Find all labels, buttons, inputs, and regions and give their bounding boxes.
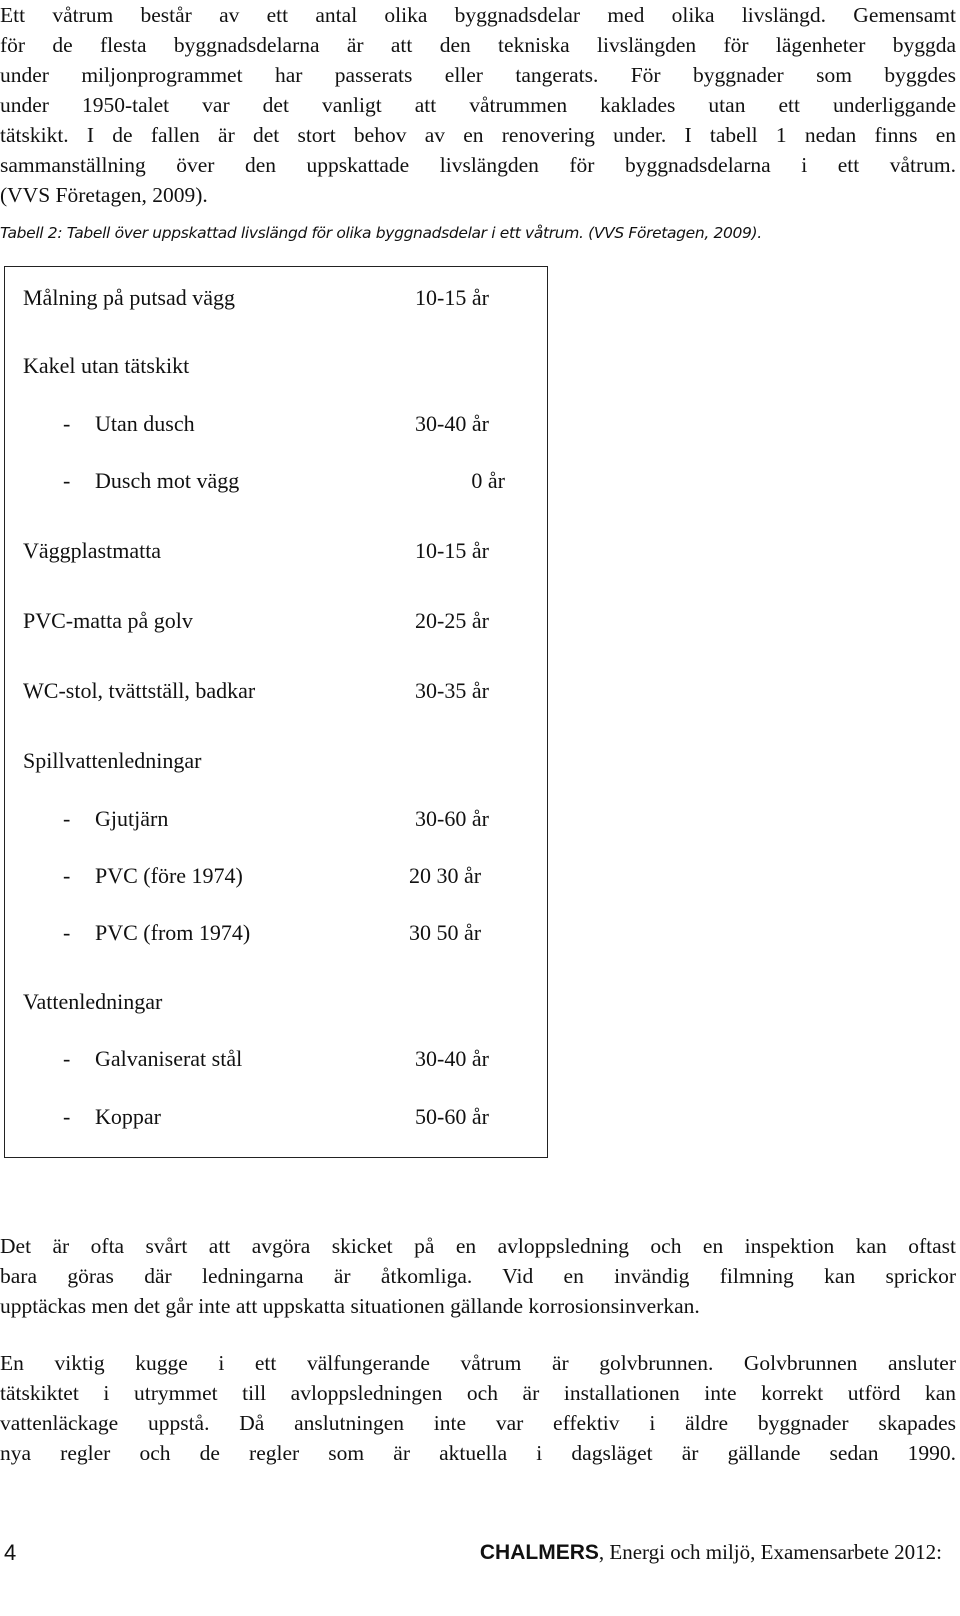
body-line: vattenläckage uppstå. Då anslutningen inte var effektiv i äldre byggnader skapades: [0, 1411, 956, 1435]
body-line: tätskiktet i utrymmet till avloppsledningen och är installationen inte korrekt utförd kan: [0, 1381, 956, 1405]
row-label: Målning på putsad vägg: [23, 285, 236, 310]
body-line: bara göras där ledningarna är åtkomliga. Vid en invändig filmning kan sprickor: [0, 1264, 956, 1288]
row-label: - PVC (from 1974): [23, 918, 250, 948]
row-value: 30-40 år: [415, 411, 489, 436]
footer-text: , Energi och miljö, Examensarbete 2012:: [598, 1540, 942, 1564]
lifespan-table: [4, 266, 548, 1158]
row-value: 30 50 år: [409, 920, 482, 945]
body-line: Det är ofta svårt att avgöra skicket på en avloppsledning och en inspektion kan oftast: [0, 1234, 956, 1258]
row-label: - Utan dusch: [23, 409, 195, 439]
row-dash: -: [63, 411, 71, 436]
intro-line: sammanställning över den uppskattade livslängden för byggnadsdelarna i ett våtrum.: [0, 153, 956, 177]
row-label: Spillvattenledningar: [23, 748, 202, 773]
row-label: - Gjutjärn: [23, 804, 168, 834]
intro-line: för de flesta byggnadsdelarna är att den tekniska livslängden för lägenheter byggda: [0, 33, 956, 57]
row-dash: -: [63, 1104, 71, 1129]
row-dash: -: [63, 920, 71, 945]
chalmers-brand: CHALMERS: [479, 1541, 599, 1564]
row-label: Vattenledningar: [23, 989, 163, 1014]
row-dash: -: [63, 863, 71, 888]
row-value: 50-60 år: [415, 1104, 489, 1129]
row-label: - Dusch mot vägg: [23, 466, 239, 496]
row-value: 10-15 år: [415, 538, 489, 563]
row-dash: -: [63, 468, 71, 493]
page-footer: [0, 1540, 942, 1570]
row-label: - Galvaniserat stål: [23, 1044, 242, 1074]
intro-line: under 1950-talet var det vanligt att våtrummen kaklades utan ett underliggande: [0, 93, 956, 117]
row-value: 0 år: [471, 468, 505, 493]
row-dash: -: [63, 1046, 71, 1071]
row-value: 10-15 år: [415, 285, 489, 310]
row-label: - Koppar: [23, 1102, 161, 1132]
row-value: 30-35 år: [415, 678, 489, 703]
body-paragraph-2: [0, 1348, 956, 1468]
body-line: nya regler och de regler som är aktuella i dagsläget är gällande sedan 1990.: [0, 1441, 956, 1465]
intro-paragraph: [0, 0, 956, 210]
row-label: Kakel utan tätskikt: [23, 353, 190, 378]
row-value: 30-40 år: [415, 1046, 489, 1071]
table-caption: Tabell 2: Tabell över uppskattad livslängd för olika byggnadsdelar i ett våtrum. (VVS Företagen, 2009).: [0, 224, 762, 242]
intro-line: (VVS Företagen, 2009).: [0, 183, 208, 207]
row-value: 20 30 år: [409, 863, 482, 888]
intro-line: tätskikt. I de fallen är det stort behov av en renovering under. I tabell 1 nedan finns en: [0, 123, 956, 147]
intro-line: Ett våtrum består av ett antal olika byggnadsdelar med olika livslängd. Gemensamt: [0, 3, 956, 27]
body-line: upptäckas men det går inte att uppskatta situationen gällande korrosionsinverkan.: [0, 1294, 700, 1318]
body-line: En viktig kugge i ett välfungerande våtrum är golvbrunnen. Golvbrunnen ansluter: [0, 1351, 956, 1375]
row-dash: -: [63, 806, 71, 831]
page-number: 4: [4, 1540, 17, 1565]
row-label: PVC-matta på golv: [23, 608, 193, 633]
intro-line: under miljonprogrammet har passerats eller tangerats. För byggnader som byggdes: [0, 63, 956, 87]
row-label: - PVC (före 1974): [23, 861, 243, 891]
footer-institution: [480, 1540, 942, 1565]
row-value: 20-25 år: [415, 608, 489, 633]
body-paragraph-1: [0, 1231, 956, 1321]
row-label: Väggplastmatta: [23, 538, 162, 563]
row-label: WC-stol, tvättställ, badkar: [23, 678, 256, 703]
row-value: 30-60 år: [415, 806, 489, 831]
